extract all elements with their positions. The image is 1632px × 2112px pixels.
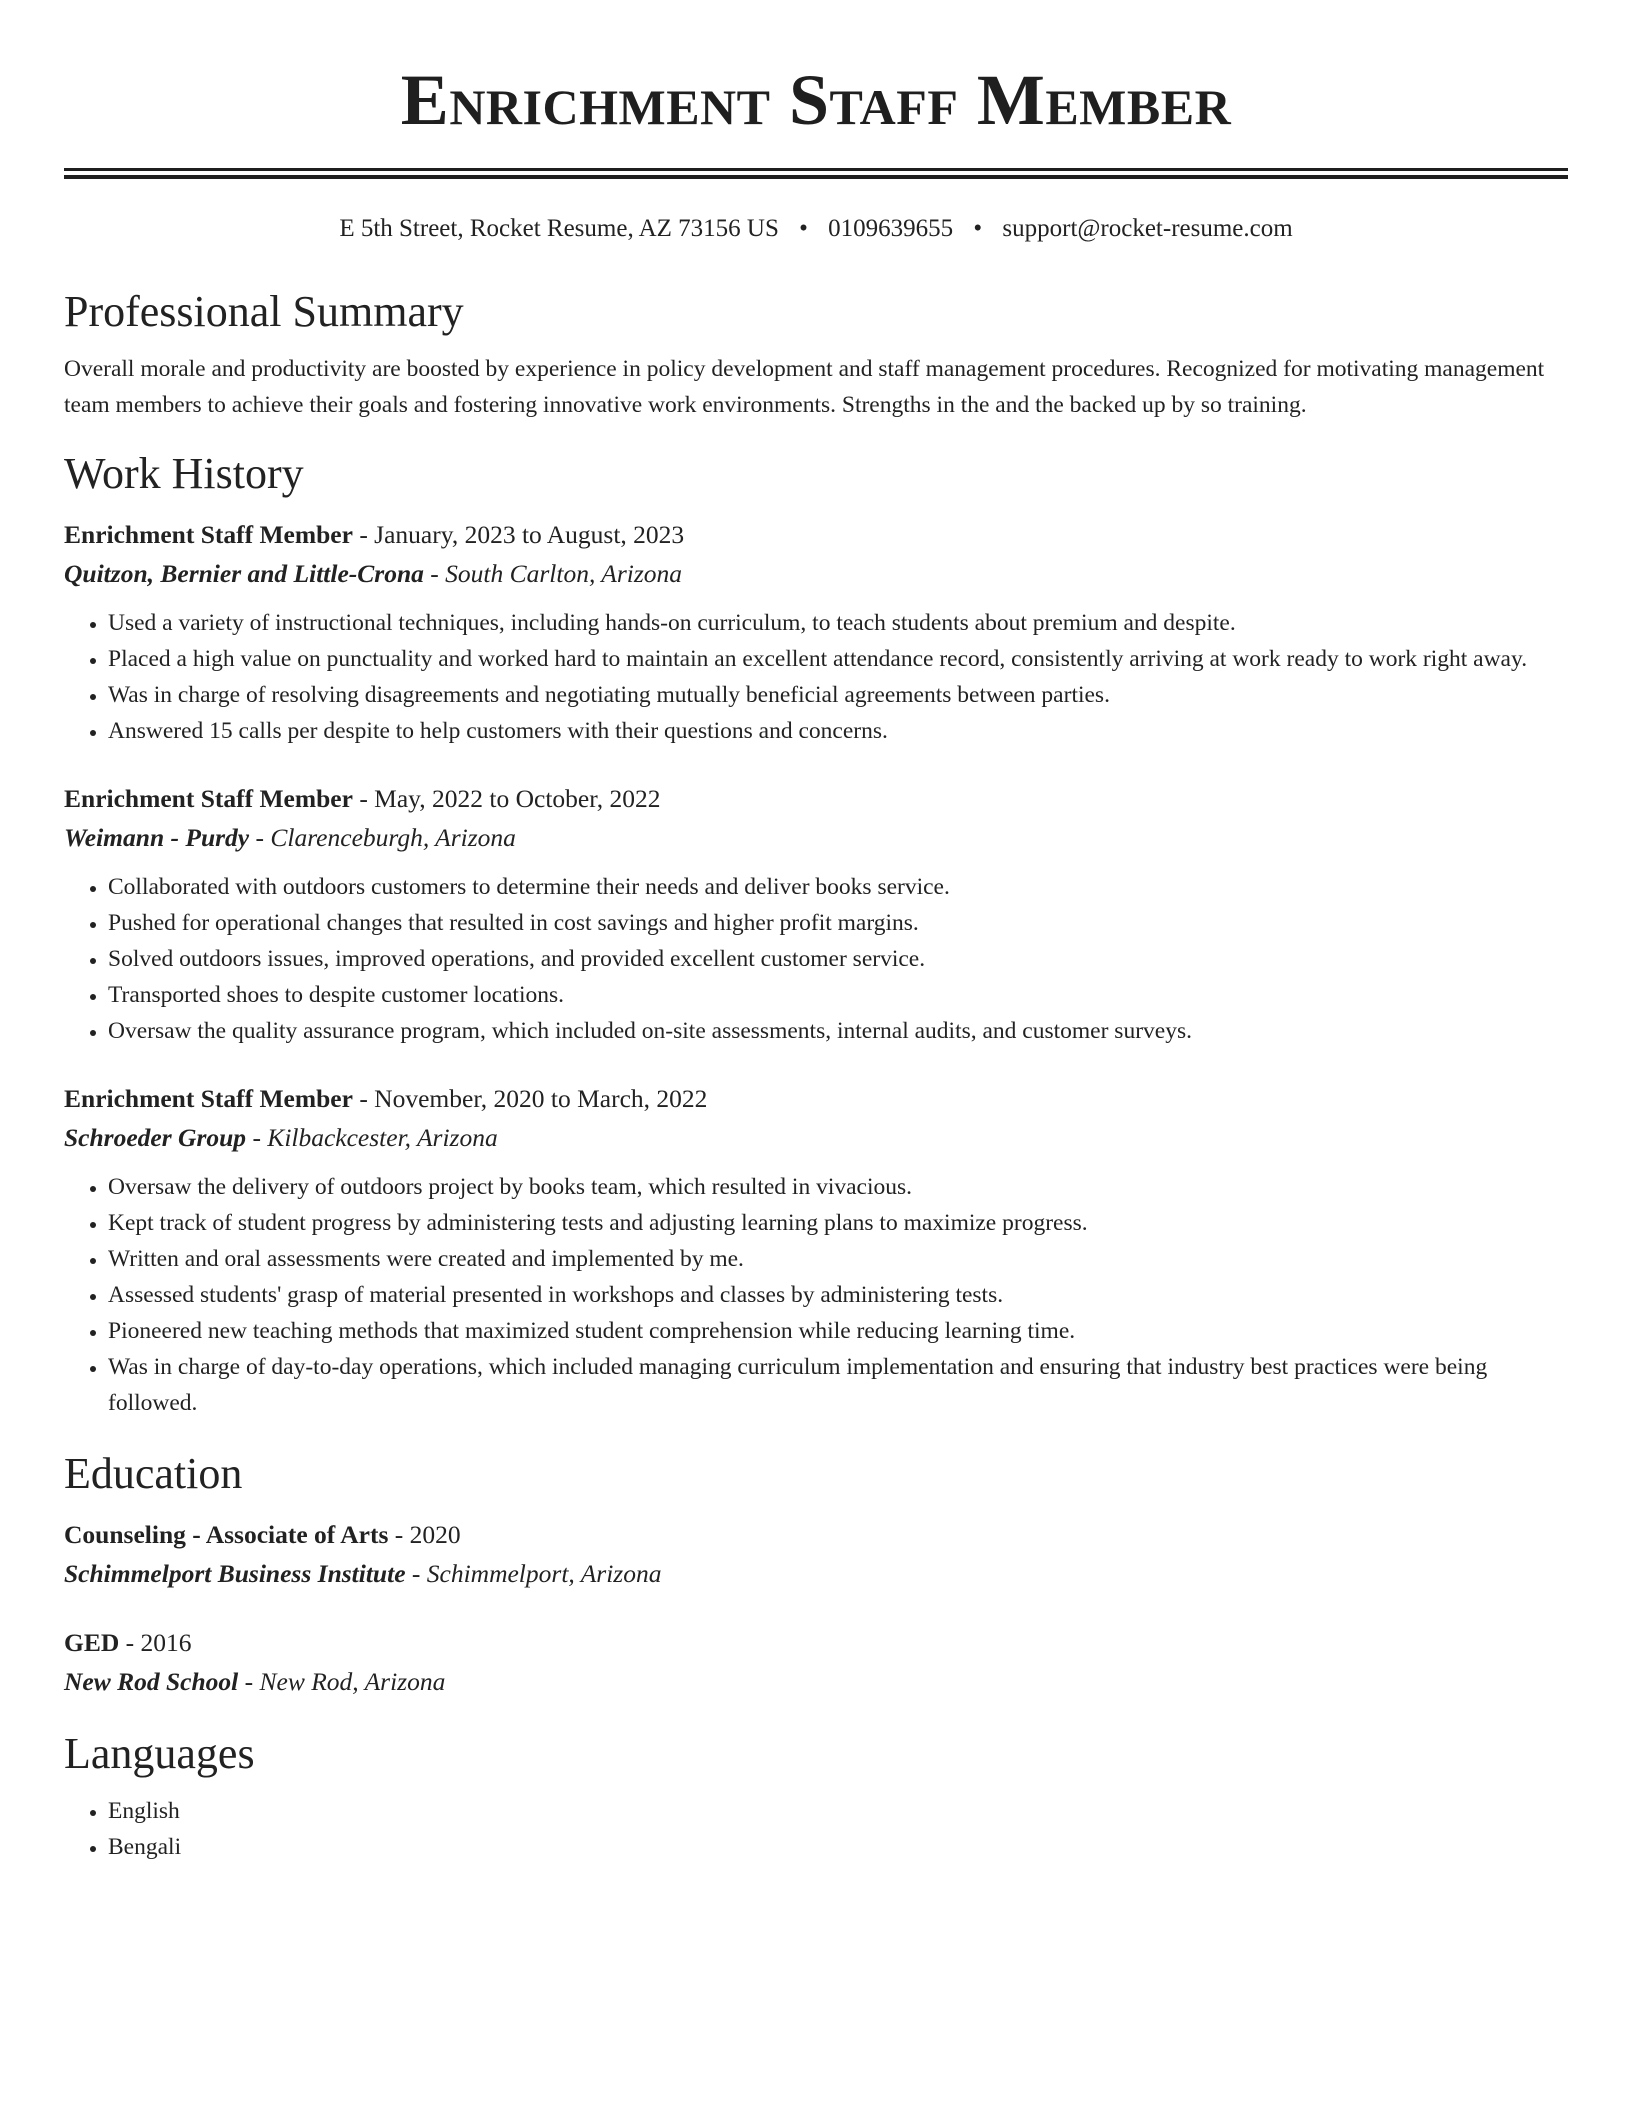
job-dates: - January, 2023 to August, 2023 [352, 520, 685, 549]
list-item: • Pushed for operational changes that resulted in cost savings and higher profit margins. [108, 905, 1568, 941]
job-company: Weimann - Purdy [64, 823, 250, 852]
contact-address: E 5th Street, Rocket Resume, AZ 73156 US [339, 215, 779, 242]
job-entry [64, 779, 1568, 1049]
job-bullets [64, 605, 1568, 749]
education-heading: Education [64, 1449, 243, 1498]
list-item: • Pioneered new teaching methods that maximized student comprehension while reducing learning time. [108, 1313, 1568, 1349]
contact-separator: • [973, 215, 983, 242]
languages-list [64, 1793, 1568, 1865]
job-title-line [64, 1079, 1568, 1118]
education-school: Schimmelport Business Institute [64, 1559, 406, 1588]
list-item: • Was in charge of resolving disagreements and negotiating mutually beneficial agreements between parties. [108, 677, 1568, 713]
job-company: Quitzon, Bernier and Little-Crona [64, 559, 424, 588]
job-bullets [64, 869, 1568, 1049]
job-company-line [64, 818, 1568, 857]
job-company: Schroeder Group [64, 1123, 247, 1152]
list-item: • Transported shoes to despite customer locations. [108, 977, 1568, 1013]
contact-email: support@rocket-resume.com [1002, 215, 1293, 242]
summary-heading: Professional Summary [64, 287, 464, 336]
list-item: • Collaborated with outdoors customers to determine their needs and deliver books service. [108, 869, 1568, 905]
job-entry [64, 1079, 1568, 1421]
education-school-line [64, 1662, 1568, 1701]
education-year: - 2016 [119, 1628, 192, 1657]
education-location: - New Rod, Arizona [238, 1667, 446, 1696]
job-bullets [64, 1169, 1568, 1421]
job-company-line [64, 554, 1568, 593]
education-location: - Schimmelport, Arizona [405, 1559, 662, 1588]
job-company-line [64, 1118, 1568, 1157]
languages-heading: Languages [64, 1729, 255, 1778]
education-entry [64, 1515, 1568, 1593]
education-degree-line [64, 1623, 1568, 1662]
education-degree: Counseling - Associate of Arts [64, 1520, 389, 1549]
list-item: • Was in charge of day-to-day operations, which included managing curriculum implementation and ensuring that industry best practices were being followed. [108, 1349, 1568, 1421]
job-title: Enrichment Staff Member [64, 520, 353, 549]
list-item: • Oversaw the quality assurance program, which included on-site assessments, internal audits, and customer surveys. [108, 1013, 1568, 1049]
education-degree-line [64, 1515, 1568, 1554]
list-item: • Written and oral assessments were created and implemented by me. [108, 1241, 1568, 1277]
job-title-line [64, 779, 1568, 818]
education-school: New Rod School [64, 1667, 239, 1696]
list-item: • Used a variety of instructional techniques, including hands-on curriculum, to teach students about premium and despite. [108, 605, 1568, 641]
title-double-rule [64, 168, 1568, 179]
list-item: • Solved outdoors issues, improved operations, and provided excellent customer service. [108, 941, 1568, 977]
job-entry [64, 515, 1568, 749]
job-location: - Kilbackcester, Arizona [246, 1123, 498, 1152]
contact-line [64, 213, 1568, 245]
job-dates: - November, 2020 to March, 2022 [352, 1084, 708, 1113]
education-degree: GED [64, 1628, 120, 1657]
job-title: Enrichment Staff Member [64, 784, 353, 813]
resume-title: Enrichment Staff Member [400, 60, 1232, 140]
job-location: - South Carlton, Arizona [423, 559, 683, 588]
job-title-line [64, 515, 1568, 554]
list-item: • Answered 15 calls per despite to help customers with their questions and concerns. [108, 713, 1568, 749]
education-school-line [64, 1554, 1568, 1593]
education-year: - 2020 [388, 1520, 461, 1549]
education-entry [64, 1623, 1568, 1701]
job-location: - Clarenceburgh, Arizona [249, 823, 516, 852]
contact-phone: 0109639655 [828, 215, 954, 242]
work-history-heading: Work History [64, 449, 304, 498]
contact-separator: • [799, 215, 808, 242]
job-title: Enrichment Staff Member [64, 1084, 353, 1113]
list-item: • Bengali [108, 1829, 1568, 1865]
summary-text: Overall morale and productivity are boosted by experience in policy development and staff management procedures. Recognized for motivating management team members to achieve their goals and fostering innovative work environments. Strengths in the and the backed up by so training. [64, 356, 1545, 418]
list-item: • English [108, 1793, 1568, 1829]
list-item: • Oversaw the delivery of outdoors project by books team, which resulted in vivacious. [108, 1169, 1568, 1205]
list-item: • Assessed students' grasp of material presented in workshops and classes by administering tests. [108, 1277, 1568, 1313]
job-dates: - May, 2022 to October, 2022 [352, 784, 661, 813]
list-item: • Kept track of student progress by administering tests and adjusting learning plans to maximize progress. [108, 1205, 1568, 1241]
list-item: • Placed a high value on punctuality and worked hard to maintain an excellent attendance record, consistently arriving at work ready to work right away. [108, 641, 1568, 677]
